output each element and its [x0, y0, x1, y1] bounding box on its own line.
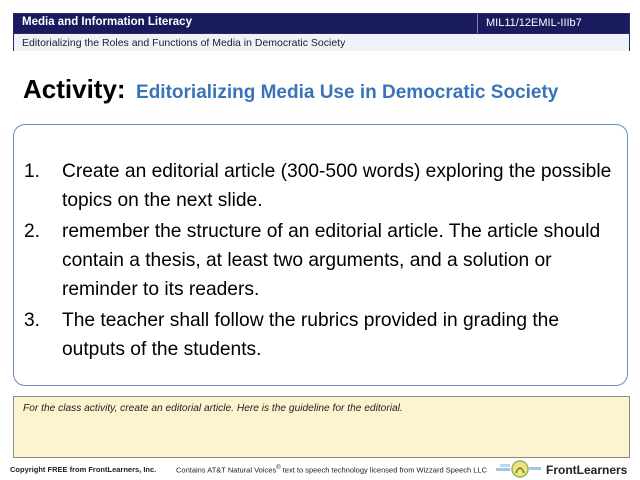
content-box	[13, 124, 628, 386]
voices-notice	[176, 465, 487, 475]
notes-panel	[13, 396, 630, 458]
brand-name: FrontLearners	[546, 463, 628, 477]
voices-notice-pre: Contains AT&T Natural Voices	[176, 465, 277, 475]
item-text: The teacher shall follow the rubrics provided in grading the outputs of the students.	[62, 310, 560, 360]
notes-text: For the class activity, create an editorial article. Here is the guideline for the editorial.	[23, 403, 403, 414]
item-number: 2.	[24, 221, 41, 242]
registered-mark: ®	[276, 465, 281, 471]
list-item	[24, 157, 614, 215]
course-title: Media and Information Literacy	[22, 16, 192, 28]
activity-title: Editorializing Media Use in Democratic Society	[136, 82, 559, 103]
slide-header	[13, 13, 630, 51]
item-number: 1.	[24, 161, 41, 182]
item-number: 3.	[24, 310, 41, 331]
item-text: remember the structure of an editorial article. The article should contain a thesis, at least two arguments, and a solution or reminder to its readers.	[62, 221, 601, 300]
item-text: Create an editorial article (300-500 words) exploring the possible topics on the next slide.	[62, 161, 612, 211]
header-subtitle-bar	[14, 33, 629, 51]
slide-title	[23, 74, 558, 105]
activity-label: Activity:	[23, 74, 126, 104]
lesson-subtitle: Editorializing the Roles and Functions of Media in Democratic Society	[22, 37, 346, 49]
footer	[0, 459, 640, 480]
instruction-list	[24, 157, 614, 366]
frontlearners-logo	[496, 459, 636, 479]
copyright-text: Copyright FREE from FrontLearners, Inc.	[10, 465, 157, 474]
logo-mark-icon	[496, 459, 542, 479]
course-code: MIL11/12EMIL-IIIb7	[477, 14, 629, 33]
header-title-bar	[14, 14, 629, 33]
list-item	[24, 217, 614, 304]
voices-notice-post: text to speech technology licensed from Wizzard Speech LLC	[280, 465, 487, 475]
list-item	[24, 306, 614, 364]
